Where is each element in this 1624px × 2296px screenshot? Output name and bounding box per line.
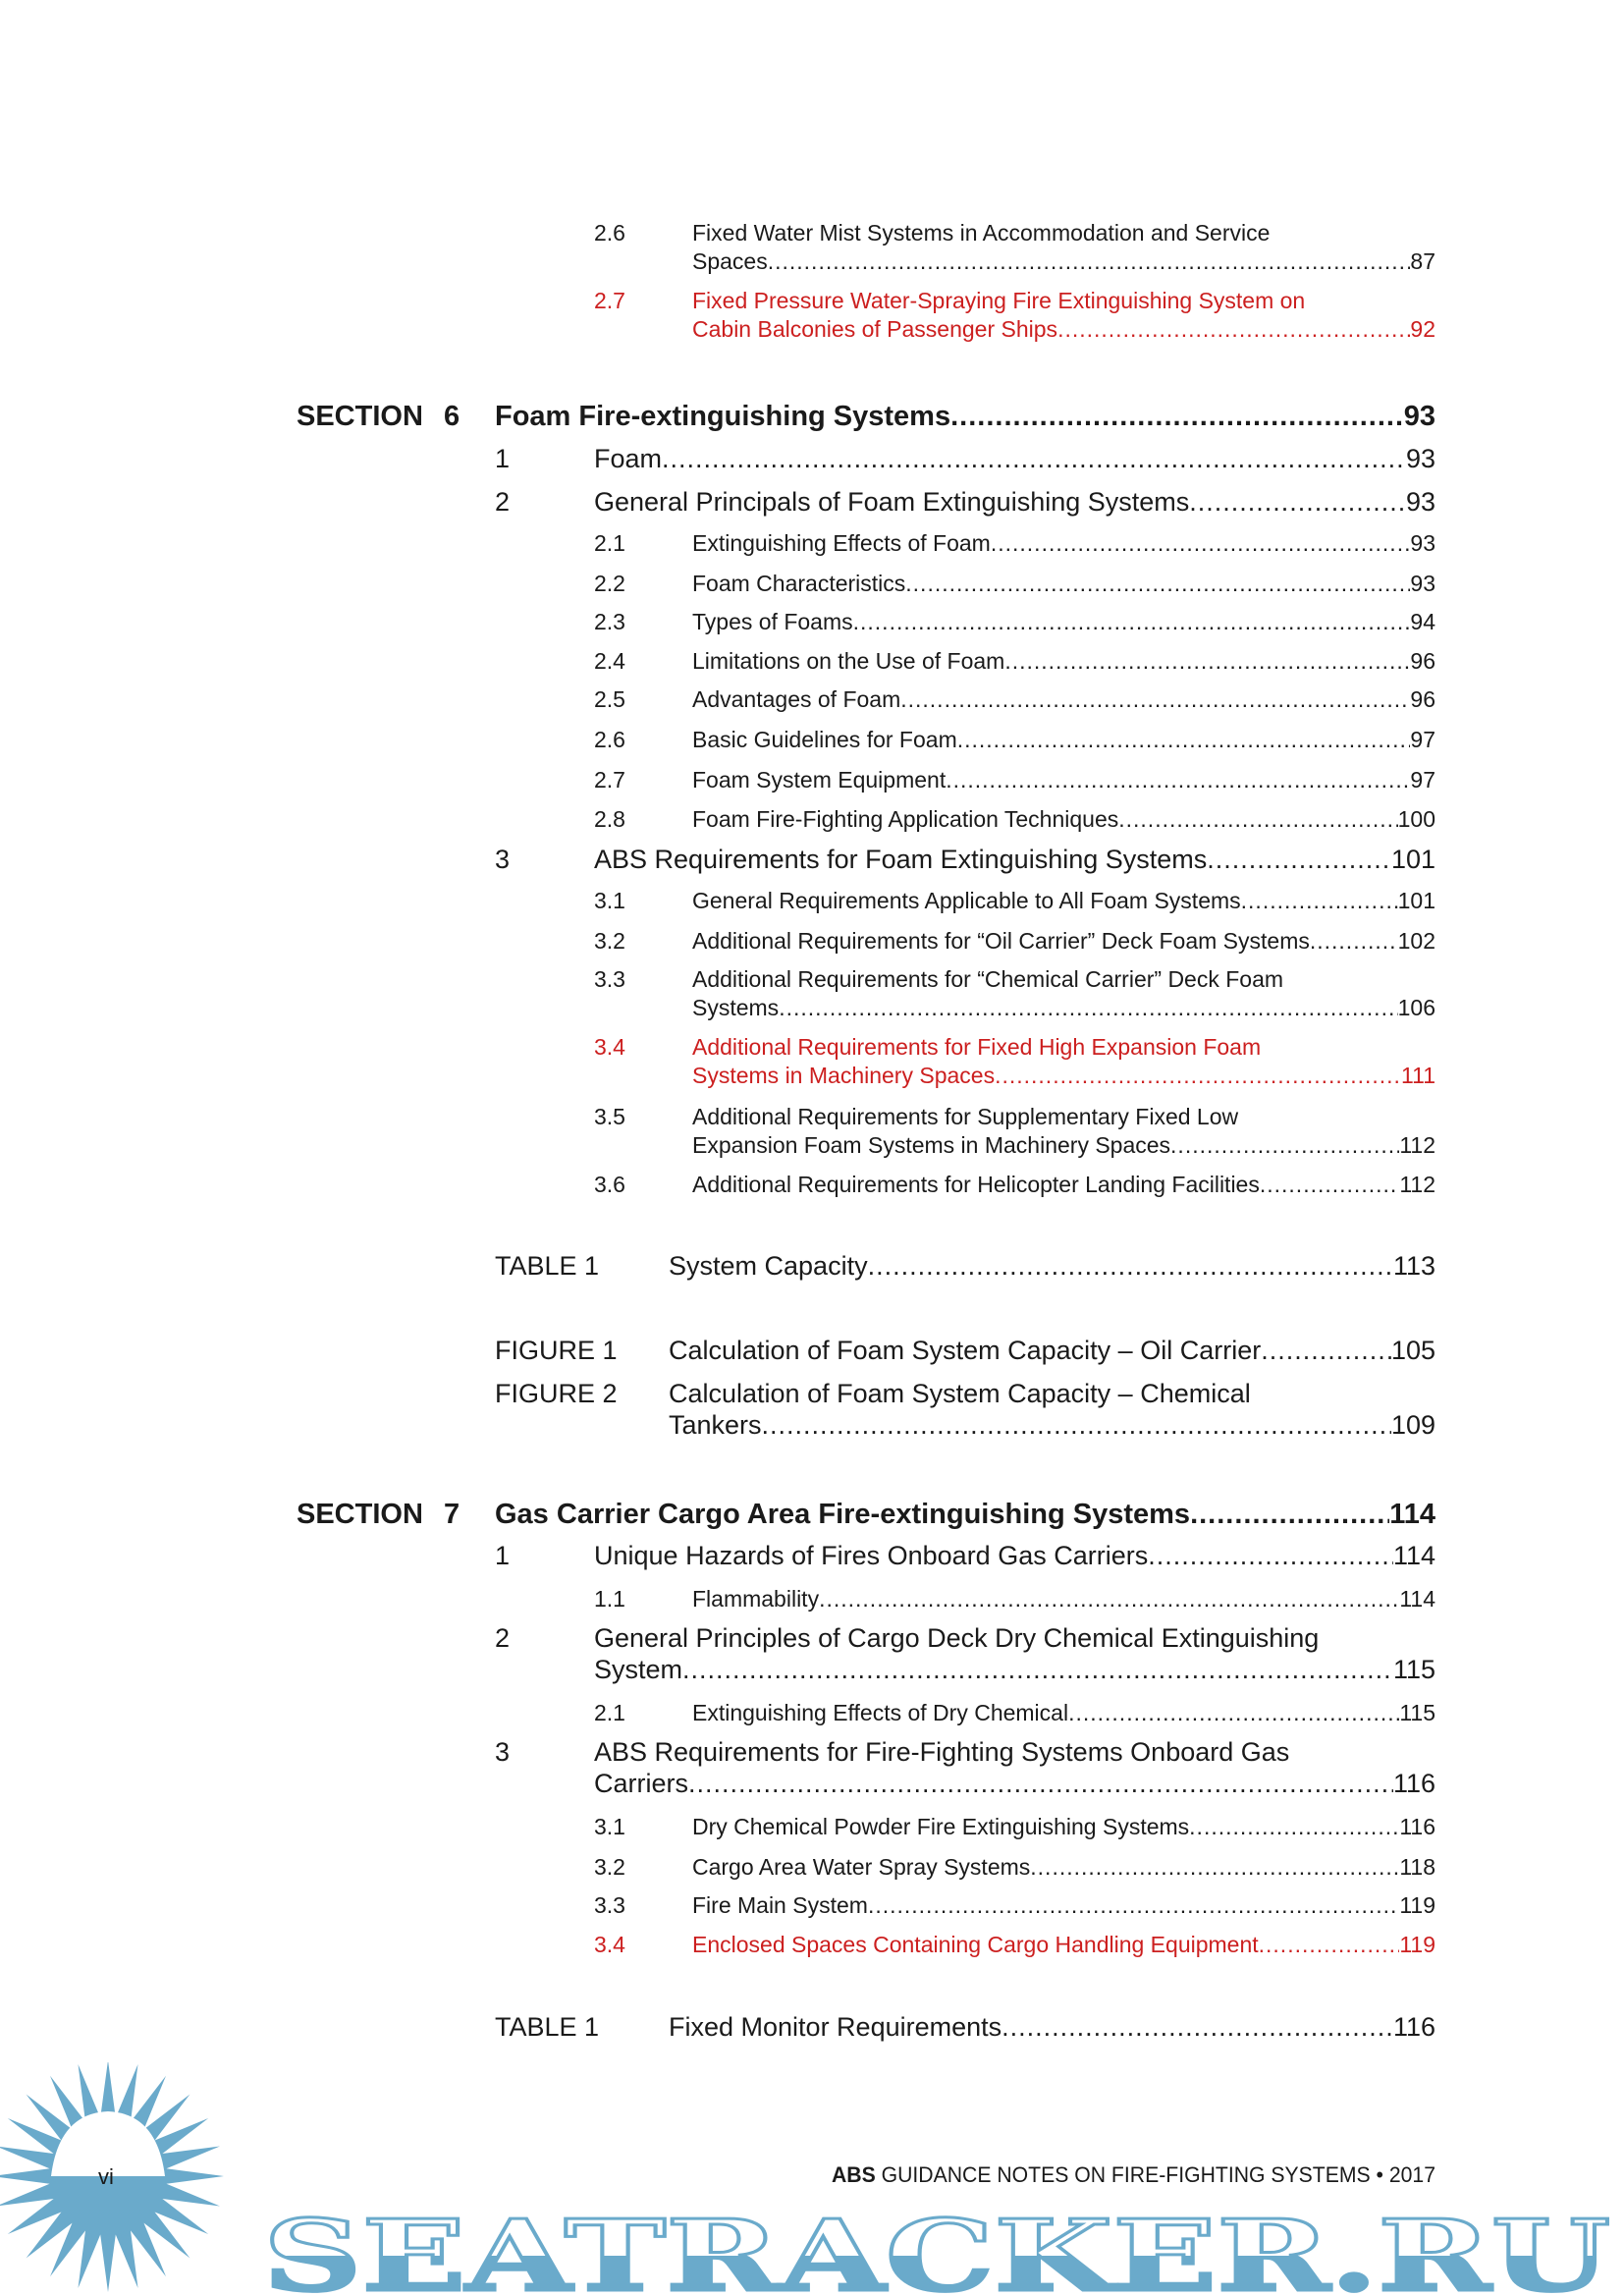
dot-leader [1261,1336,1391,1366]
page-number-ref: 93 [1410,530,1435,556]
page-number-ref: 105 [1390,1336,1435,1365]
entry-title: Calculation of Foam System Capacity – Oil Carrier [669,1336,1262,1365]
footer-title: ABS GUIDANCE NOTES ON FIRE-FIGHTING SYSTEMS • 2017 [832,2162,1457,2187]
dot-leader [1148,1541,1393,1571]
watermark [0,2062,1624,2296]
entry-number: 2.2 [594,571,625,596]
page-number-ref: 101 [1390,845,1435,874]
dot-leader [762,1410,1391,1441]
page-number-ref: 101 [1397,888,1435,913]
page-number-ref: 115 [1392,1655,1435,1684]
entry-title: Basic Guidelines for Foam [692,727,957,752]
entry-number: 2.7 [594,288,625,313]
dot-leader [768,248,1411,275]
section-label: SECTION [297,1499,423,1530]
entry-number: 1.1 [594,1586,625,1612]
entry-number: 2.4 [594,648,625,674]
entry-title: Additional Requirements for Supplementary Fixed Low [692,1104,1239,1129]
page-number-ref: 93 [1403,401,1435,432]
entry-number: 3.4 [594,1932,625,1957]
page-number-ref: 113 [1392,1251,1435,1281]
entry-title: Fixed Monitor Requirements [669,2012,1002,2042]
entry-number: 2 [495,1623,511,1653]
entry-title: General Principles of Cargo Deck Dry Chemical Extinguishing [594,1623,1320,1653]
page-number-ref: 109 [1390,1410,1435,1440]
dot-leader [957,727,1411,753]
entry-title: Dry Chemical Powder Fire Extinguishing Systems [692,1814,1190,1839]
dot-leader [900,686,1410,713]
entry-title: Foam Fire-Fighting Application Techniques [692,806,1119,832]
dot-leader [950,401,1404,433]
entry-title: Tankers [669,1410,762,1440]
entry-title: General Requirements Applicable to All Foam Systems [692,888,1241,913]
page-number-ref: 118 [1399,1854,1435,1880]
entry-title: Enclosed Spaces Containing Cargo Handling Equipment [692,1932,1259,1957]
page-number-ref: 119 [1399,1932,1435,1957]
entry-number: 3.1 [594,1814,625,1839]
entry-number: 3.3 [594,1892,625,1918]
page-number-ref: 106 [1397,995,1435,1020]
entry-title: Fixed Pressure Water-Spraying Fire Extinguishing System on [692,288,1306,313]
entry-title: Extinguishing Effects of Dry Chemical [692,1700,1069,1725]
dot-leader [1001,2012,1393,2043]
entry-number: TABLE 1 [495,2012,600,2042]
dot-leader [1118,806,1397,833]
dot-leader [905,571,1410,597]
entry-title: Foam System Equipment [692,767,947,793]
page-number-ref: 116 [1392,2012,1435,2042]
entry-title: Extinguishing Effects of Foam [692,530,991,556]
page-number-ref: 96 [1410,648,1435,674]
dot-leader [688,1769,1393,1799]
entry-title: Additional Requirements for “Chemical Carrier” Deck Foam [692,966,1284,992]
page-number-ref: 114 [1399,1586,1435,1612]
entry-number: 2.7 [594,767,625,793]
dot-leader [1260,1172,1399,1198]
dot-leader [1189,1814,1399,1840]
entry-number: 2.6 [594,727,625,752]
dot-leader [662,444,1406,474]
dot-leader [1057,316,1410,343]
page-number-ref: 115 [1399,1700,1435,1725]
dot-leader [1207,845,1391,875]
page-number-ref: 93 [1405,487,1435,517]
entry-number: TABLE 1 [495,1251,600,1281]
entry-title: Carriers [594,1769,689,1798]
dot-leader [1004,648,1410,675]
dot-leader [1170,1132,1399,1159]
page-number: vi [98,2164,114,2189]
dot-leader [868,1251,1393,1282]
entry-number: 2.1 [594,530,625,556]
entry-title: Expansion Foam Systems in Machinery Spaces [692,1132,1171,1158]
entry-number: 3.2 [594,1854,625,1880]
page-number-ref: 94 [1410,609,1435,634]
entry-title: Foam Fire-extinguishing Systems [495,401,951,432]
entry-number: 3.3 [594,966,625,992]
entry-title: Flammability [692,1586,820,1612]
entry-title: Additional Requirements for Fixed High Expansion Foam [692,1034,1262,1060]
page-number-ref: 119 [1399,1892,1435,1918]
entry-number: 2.3 [594,609,625,634]
entry-number: FIGURE 1 [495,1336,618,1365]
dot-leader [853,609,1411,635]
entry-number: 3.6 [594,1172,625,1197]
dot-leader [1190,1499,1389,1531]
entry-title: Calculation of Foam System Capacity – Chemical [669,1379,1251,1408]
entry-title: Unique Hazards of Fires Onboard Gas Carriers [594,1541,1149,1570]
section-label: SECTION [297,401,423,432]
entry-number: 2 [495,487,511,517]
entry-title: System Capacity [669,1251,868,1281]
page-number-ref: 93 [1405,444,1435,473]
entry-number: 6 [444,401,460,432]
entry-title: ABS Requirements for Foam Extinguishing Systems [594,845,1208,874]
entry-title: System [594,1655,683,1684]
page-number-ref: 93 [1410,571,1435,596]
entry-title: Gas Carrier Cargo Area Fire-extinguishing Systems [495,1499,1191,1530]
entry-title: Foam [594,444,663,473]
entry-title: Fire Main System [692,1892,868,1918]
entry-title: ABS Requirements for Fire-Fighting Systems Onboard Gas [594,1737,1290,1767]
entry-number: 2.8 [594,806,625,832]
page-number-ref: 96 [1410,686,1435,712]
entry-number: 7 [444,1499,460,1530]
dot-leader [1030,1854,1399,1881]
page-number-ref: 116 [1399,1814,1435,1839]
page-number-ref: 114 [1389,1499,1435,1530]
dot-leader [868,1892,1399,1919]
page-number-ref: 111 [1401,1063,1435,1088]
page-number-ref: 112 [1399,1132,1435,1158]
entry-title: General Principals of Foam Extinguishing Systems [594,487,1190,517]
entry-number: 3.5 [594,1104,625,1129]
entry-number: 2.5 [594,686,625,712]
entry-number: FIGURE 2 [495,1379,618,1408]
dot-leader [946,767,1410,793]
entry-number: 1 [495,444,511,473]
entry-title: Additional Requirements for “Oil Carrier” Deck Foam Systems [692,928,1310,954]
page-number-ref: 97 [1410,767,1435,793]
dot-leader [1241,888,1398,914]
entry-number: 3 [495,1737,511,1767]
entry-number: 3 [495,845,511,874]
dot-leader [1310,928,1398,955]
entry-title: Foam Characteristics [692,571,906,596]
watermark-text: SEATRACKER.RU [263,2198,1610,2296]
entry-title: Types of Foams [692,609,853,634]
dot-leader [779,995,1397,1021]
page-number-ref: 92 [1410,316,1435,342]
entry-title: Cabin Balconies of Passenger Ships [692,316,1058,342]
entry-title: Spaces [692,248,768,274]
page-number-ref: 116 [1392,1769,1435,1798]
entry-number: 1 [495,1541,511,1570]
entry-title: Fixed Water Mist Systems in Accommodation and Service [692,220,1271,246]
dot-leader [1068,1700,1399,1726]
dot-leader [1259,1932,1400,1958]
page-number-ref: 97 [1410,727,1435,752]
dot-leader [995,1063,1401,1089]
page-number-ref: 100 [1397,806,1435,832]
dot-leader [682,1655,1393,1685]
entry-title: Advantages of Foam [692,686,901,712]
entry-title: Limitations on the Use of Foam [692,648,1005,674]
entry-title: Cargo Area Water Spray Systems [692,1854,1031,1880]
dot-leader [819,1586,1399,1613]
dot-leader [991,530,1411,557]
dot-leader [1189,487,1406,518]
page-number-ref: 112 [1399,1172,1435,1197]
entry-number: 3.1 [594,888,625,913]
page-number-ref: 87 [1410,248,1435,274]
entry-number: 3.2 [594,928,625,954]
page-number-ref: 114 [1392,1541,1435,1570]
entry-title: Systems [692,995,780,1020]
entry-number: 2.1 [594,1700,625,1725]
entry-number: 2.6 [594,220,625,246]
entry-number: 3.4 [594,1034,625,1060]
page-number-ref: 102 [1397,928,1435,954]
entry-title: Systems in Machinery Spaces [692,1063,996,1088]
entry-title: Additional Requirements for Helicopter Landing Facilities [692,1172,1260,1197]
